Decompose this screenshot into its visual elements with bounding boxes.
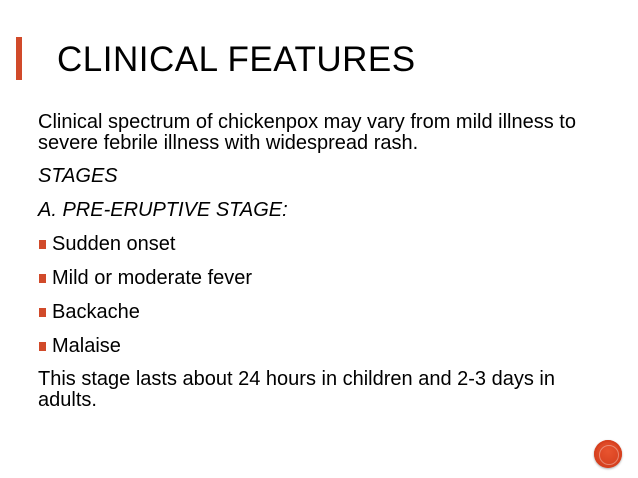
list-item-text: Backache: [52, 301, 140, 323]
intro-paragraph: Clinical spectrum of chickenpox may vary from mild illness to severe febrile illness with widespread rash.: [38, 111, 576, 154]
list-item-text: Sudden onset: [52, 233, 176, 255]
title-accent-bar: [16, 37, 22, 80]
square-bullet-icon: [39, 240, 46, 249]
list-item: [38, 267, 598, 289]
list-item: [38, 233, 598, 255]
list-item: [38, 335, 598, 357]
square-bullet-icon: [39, 308, 46, 317]
list-item: [38, 301, 598, 323]
list-item-text: Mild or moderate fever: [52, 267, 253, 289]
stage-a-heading: A. PRE-ERUPTIVE STAGE:: [38, 199, 288, 221]
slide-body: [38, 112, 598, 411]
square-bullet-icon: [39, 342, 46, 351]
stages-heading: STAGES: [38, 165, 118, 187]
closing-paragraph: This stage lasts about 24 hours in children and 2-3 days in adults.: [38, 368, 555, 411]
list-item-text: Malaise: [52, 335, 121, 357]
square-bullet-icon: [39, 274, 46, 283]
next-slide-button[interactable]: [594, 440, 622, 468]
slide-title: CLINICAL FEATURES: [57, 40, 416, 79]
